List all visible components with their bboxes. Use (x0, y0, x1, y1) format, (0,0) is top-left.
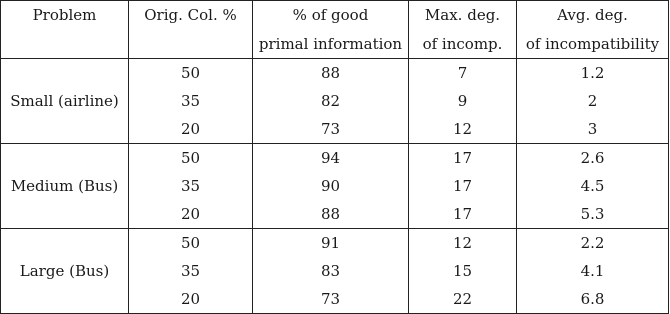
header-row (1, 29, 669, 59)
max-deg-cell: 17 (409, 200, 517, 229)
table-row (1, 59, 669, 88)
header-avg-deg-line2: of incompatibility (517, 29, 669, 59)
orig-col-cell: 35 (129, 257, 253, 285)
orig-col-cell: 50 (129, 59, 253, 88)
header-row (1, 1, 669, 30)
header-orig-col: Orig. Col. % (129, 1, 253, 30)
good-primal-cell: 73 (253, 285, 409, 314)
header-max-deg-line2: of incomp. (409, 29, 517, 59)
header-orig-col-blank (129, 29, 253, 59)
max-deg-cell: 12 (409, 115, 517, 144)
good-primal-cell: 82 (253, 87, 409, 115)
avg-deg-cell: 6.8 (517, 285, 669, 314)
avg-deg-cell: 3 (517, 115, 669, 144)
good-primal-cell: 90 (253, 172, 409, 200)
avg-deg-cell: 2.2 (517, 229, 669, 258)
header-problem: Problem (1, 1, 129, 30)
header-good-primal-line2: primal information (253, 29, 409, 59)
max-deg-cell: 17 (409, 144, 517, 173)
problem-cell: Small (airline) (1, 59, 129, 144)
orig-col-cell: 20 (129, 200, 253, 229)
max-deg-cell: 9 (409, 87, 517, 115)
avg-deg-cell: 4.1 (517, 257, 669, 285)
avg-deg-cell: 1.2 (517, 59, 669, 88)
good-primal-cell: 88 (253, 59, 409, 88)
max-deg-cell: 17 (409, 172, 517, 200)
good-primal-cell: 83 (253, 257, 409, 285)
good-primal-cell: 73 (253, 115, 409, 144)
orig-col-cell: 20 (129, 115, 253, 144)
orig-col-cell: 35 (129, 172, 253, 200)
orig-col-cell: 50 (129, 144, 253, 173)
good-primal-cell: 94 (253, 144, 409, 173)
good-primal-cell: 91 (253, 229, 409, 258)
max-deg-cell: 7 (409, 59, 517, 88)
avg-deg-cell: 4.5 (517, 172, 669, 200)
header-good-primal-line1: % of good (253, 1, 409, 30)
problem-cell: Large (Bus) (1, 229, 129, 314)
max-deg-cell: 22 (409, 285, 517, 314)
orig-col-cell: 50 (129, 229, 253, 258)
header-problem-blank (1, 29, 129, 59)
max-deg-cell: 15 (409, 257, 517, 285)
good-primal-cell: 88 (253, 200, 409, 229)
problem-cell: Medium (Bus) (1, 144, 129, 229)
orig-col-cell: 35 (129, 87, 253, 115)
table-body (1, 1, 669, 314)
max-deg-cell: 12 (409, 229, 517, 258)
orig-col-cell: 20 (129, 285, 253, 314)
table-row (1, 144, 669, 173)
avg-deg-cell: 2.6 (517, 144, 669, 173)
avg-deg-cell: 2 (517, 87, 669, 115)
avg-deg-cell: 5.3 (517, 200, 669, 229)
header-avg-deg-line1: Avg. deg. (517, 1, 669, 30)
header-max-deg-line1: Max. deg. (409, 1, 517, 30)
table-row (1, 229, 669, 258)
